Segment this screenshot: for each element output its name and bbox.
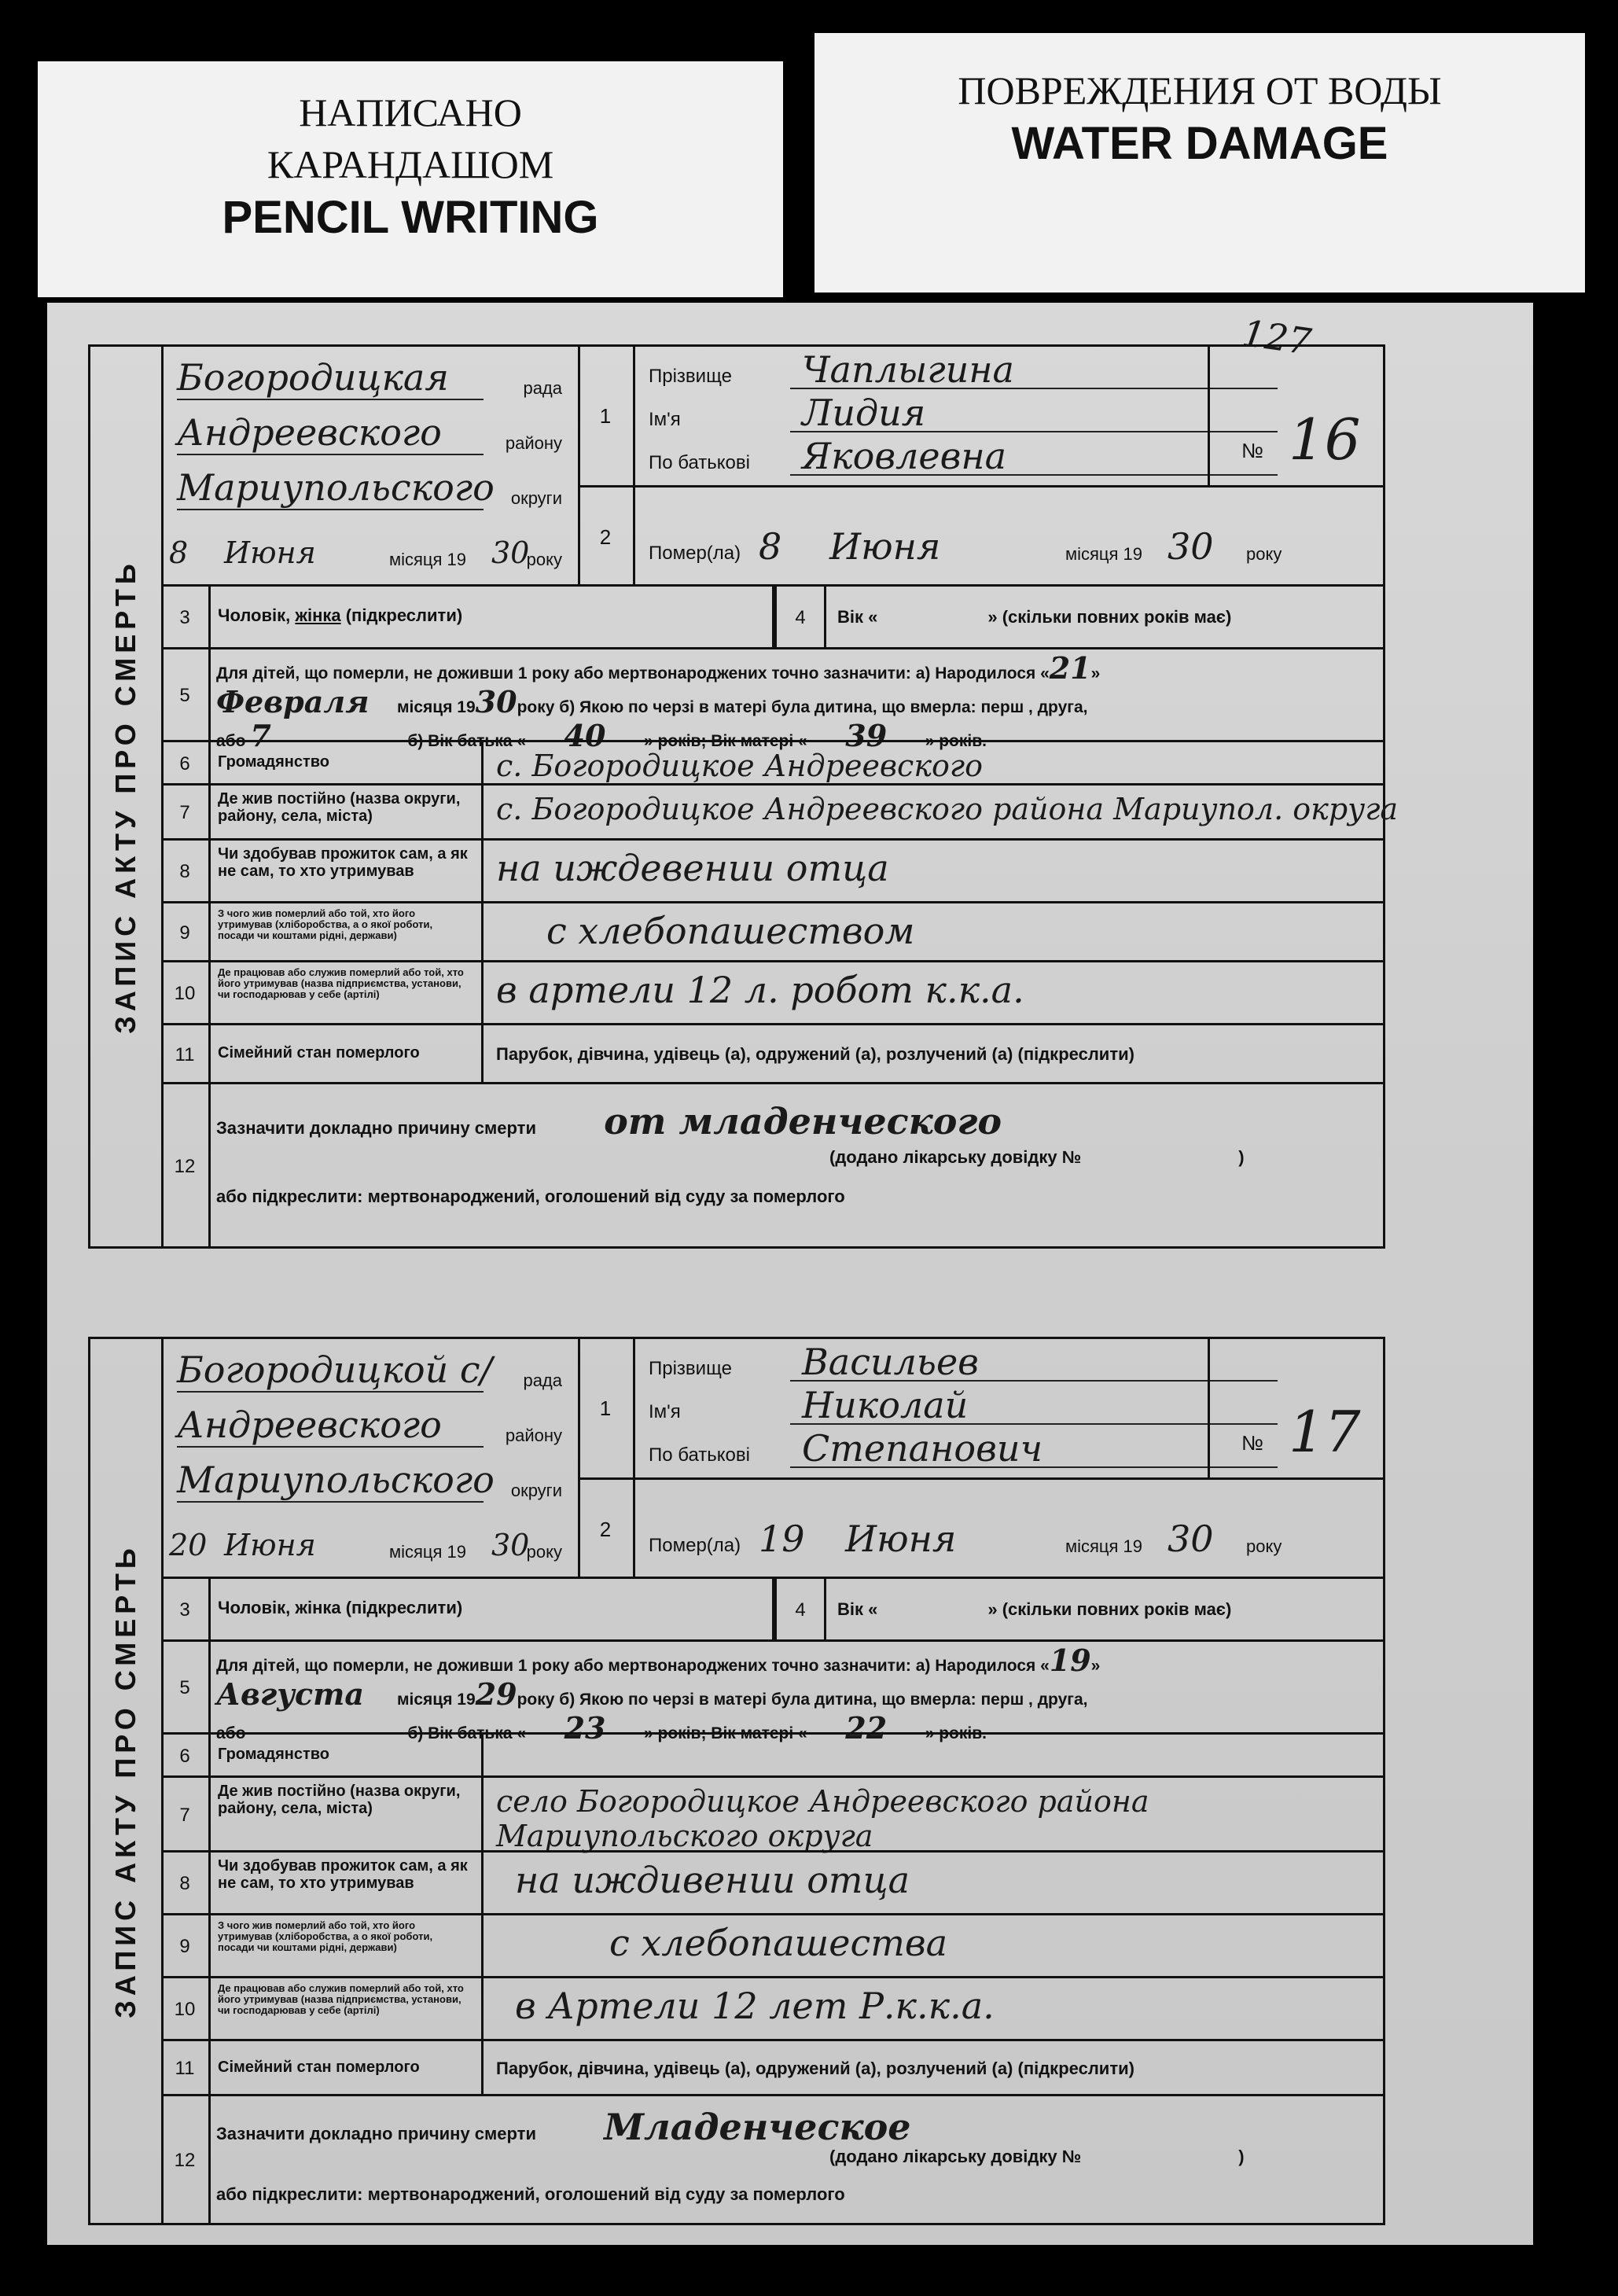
record-number-box [1208, 1339, 1383, 1480]
livelihood-value: на иждевении отца [496, 847, 889, 889]
row-work [161, 960, 1383, 1025]
mother-age: 22 [845, 1710, 888, 1746]
born-day: 19 [1049, 1643, 1091, 1678]
water-ru-line: ПОВРЕЖДЕНИЯ ОТ ВОДЫ [958, 68, 1442, 112]
record-number: 17 [1289, 1399, 1361, 1465]
surname-label: Прізвище [649, 1358, 732, 1379]
pencil-ru-line-1: НАПИСАНО [299, 90, 522, 134]
reg-day: 8 [169, 535, 189, 570]
infant-field: Для дітей, що померли, не доживши 1 року або мертвонароджених точно зазначити: а) Народилося «19» Августа місяця 1929року б) Якою по черзі в матері була дитина, що вмерла: перш , друга, або б) Вік батька « 23 » років; Вік матері « 22 » років. [216, 1643, 1101, 1746]
patronymic-label: По батькові [649, 1444, 750, 1466]
row-residence [161, 783, 1399, 841]
cause-value: от младенческого [604, 1100, 1002, 1142]
row-num-8: 8 [161, 841, 211, 903]
reg-year: 30 [491, 535, 530, 570]
row-num-4: 4 [774, 587, 826, 649]
place-block [161, 1339, 580, 1577]
row-num-6: 6 [161, 742, 211, 786]
sex-field: Чоловік, жінка (підкреслити) [208, 1579, 774, 1642]
livelihood-label: Чи здобував прожиток сам, а як не сам, то хто утримував [208, 1853, 484, 1915]
surname-label: Прізвище [649, 366, 732, 387]
reg-day: 20 [169, 1528, 208, 1562]
water-en-line: WATER DAMAGE [1011, 118, 1388, 169]
pencil-ru-line-2: КАРАНДАШОМ [267, 142, 554, 186]
marital-label: Сімейний стан померлого [208, 1025, 484, 1084]
row-num-6: 6 [161, 1735, 211, 1778]
row-num-1: 1 [578, 347, 635, 485]
rada-label: рада [523, 1371, 562, 1390]
row-livelihood [161, 838, 1383, 903]
died-label: Помер(ла) [649, 543, 741, 564]
page-serial-number: 127 [1239, 311, 1315, 363]
mother-age: 39 [845, 718, 888, 753]
died-month: Июня [829, 525, 941, 568]
livelihood-value: на иждивении отца [515, 1859, 910, 1901]
residence-label: Де жив постійно (назва округи, району, села, міста) [208, 1778, 484, 1853]
row-num-3: 3 [161, 587, 211, 649]
number-sign: № [1241, 1431, 1263, 1455]
okrug-label: округи [510, 488, 562, 508]
citizenship-value: с. Богородицкое Андреевского [496, 749, 983, 783]
record-side-title: ЗАПИС АКТУ ПРО СМЕРТЬ [90, 347, 164, 1246]
citizenship-label: Громадянство [208, 742, 484, 786]
citizenship-label: Громадянство [208, 1735, 484, 1778]
cause-value: Младенческое [604, 2106, 911, 2148]
row-num-12: 12 [161, 1084, 211, 1249]
water-damage-card [815, 33, 1585, 293]
died-month-label: місяця 19 [1065, 544, 1143, 564]
row-livelihood [161, 1850, 1383, 1915]
died-label: Помер(ла) [649, 1535, 741, 1556]
surname-value: Чаплыгина [802, 348, 1014, 391]
patronymic-label: По батькові [649, 452, 750, 473]
row-num-12: 12 [161, 2096, 211, 2225]
marital-options: Парубок, дівчина, удівець (а), одружений (а), розлучений (а) (підкреслити) [496, 2059, 1134, 2078]
death-record-17 [88, 1337, 1385, 2225]
row-num-1: 1 [578, 1339, 635, 1477]
row-cause [161, 1082, 1383, 1249]
name-label: Ім'я [649, 1401, 681, 1422]
father-age: 40 [564, 718, 606, 753]
row-marital [161, 2039, 1383, 2096]
raion-value: Андреевского [177, 411, 442, 454]
reg-year-label: року [526, 1542, 562, 1562]
person-block [633, 1339, 1383, 1577]
source-value: с хлебопашеством [546, 910, 915, 952]
surname-value: Васильев [802, 1341, 979, 1383]
death-record-16 [88, 344, 1399, 1249]
residence-label: Де жив постійно (назва округи, району, села, міста) [208, 786, 484, 841]
residence-value: с. Богородицкое Андреевского района Мариупол. округа [496, 792, 1399, 826]
infant-field: Для дітей, що померли, не доживши 1 року або мертвонароджених точно зазначити: а) Народилося «21» Февраля місяця 1930року б) Якою по черзі в матері була дитина, що вмерла: перш , друга, або 7 б) Вік батька « 40 » років; Вік матері « 39 » років. [216, 650, 1101, 753]
row-sex-age [161, 1577, 1383, 1642]
name-value: Лидия [802, 392, 926, 434]
row-marital [161, 1023, 1383, 1084]
row-infant [161, 1639, 1383, 1746]
number-sign: № [1241, 439, 1263, 462]
row-infant [161, 647, 1383, 753]
died-day: 8 [759, 525, 782, 568]
sex-field: Чоловік, жінка (підкреслити) [208, 587, 774, 649]
place-block [161, 347, 580, 584]
source-value: с хлебопашества [609, 1922, 948, 1964]
born-month: Августа [216, 1676, 364, 1712]
raion-value: Андреевского [177, 1404, 442, 1446]
birth-order: 7 [250, 718, 271, 753]
row-residence [161, 1775, 1383, 1853]
row-num-7: 7 [161, 1778, 211, 1853]
row-num-3: 3 [161, 1579, 211, 1642]
village-value: Богородицкая [177, 356, 449, 399]
pencil-en-line: PENCIL WRITING [222, 192, 599, 243]
marital-options: Парубок, дівчина, удівець (а), одружений (а), розлучений (а) (підкреслити) [496, 1044, 1134, 1064]
row-source [161, 901, 1383, 962]
reg-month: Июня [224, 1528, 316, 1562]
born-month: Февраля [216, 684, 370, 719]
source-label: З чого жив померлий або той, хто його утримував (хліборобства, а о якої роботи, посади чи коштами рідні, держави) [208, 1915, 484, 1978]
person-block [633, 347, 1383, 584]
okrug-value: Мариупольского [177, 1459, 495, 1501]
row-num-9: 9 [161, 903, 211, 962]
reg-month: Июня [224, 535, 316, 570]
row-cause [161, 2094, 1383, 2225]
father-age: 23 [564, 1710, 606, 1746]
row-citizenship [161, 1732, 1383, 1778]
row-num-5: 5 [161, 649, 211, 742]
record-side-title: ЗАПИС АКТУ ПРО СМЕРТЬ [90, 1339, 164, 2223]
age-field: Вік « » (скільки повних років має) [837, 1599, 1232, 1619]
patronymic-value: Степанович [802, 1427, 1043, 1470]
cause-field: Зазначити докладно причину смерти от младенческого [216, 1100, 1002, 1142]
work-value: в Артели 12 лет Р.к.к.а. [515, 1985, 995, 2027]
born-day: 21 [1049, 650, 1091, 686]
row-citizenship [161, 740, 1383, 786]
residence-value: село Богородицкое Андреевского района Мариупольского округа [496, 1784, 1149, 1853]
row-source [161, 1913, 1383, 1978]
row-num-8: 8 [161, 1853, 211, 1915]
row-num-11: 11 [161, 2041, 211, 2096]
reg-year: 30 [491, 1528, 530, 1562]
died-month-label: місяця 19 [1065, 1536, 1143, 1556]
died-day: 19 [759, 1518, 805, 1560]
row-num-10: 10 [161, 962, 211, 1025]
died-year-label: року [1246, 544, 1282, 564]
reg-month-label: місяця 19 [389, 1542, 467, 1562]
died-year: 30 [1168, 1518, 1214, 1560]
patronymic-value: Яковлевна [802, 435, 1007, 477]
reg-month-label: місяця 19 [389, 550, 467, 569]
row-sex-age [161, 584, 1383, 649]
died-year: 30 [1168, 525, 1214, 568]
born-year: 29 [475, 1676, 517, 1712]
name-value: Николай [802, 1384, 969, 1426]
raion-label: району [505, 433, 562, 453]
livelihood-label: Чи здобував прожиток сам, а як не сам, то хто утримував [208, 841, 484, 903]
name-label: Ім'я [649, 409, 681, 430]
village-value: Богородицкой с/ [177, 1349, 493, 1391]
row-num-5: 5 [161, 1642, 211, 1735]
raion-label: району [505, 1426, 562, 1445]
okrug-label: округи [510, 1481, 562, 1500]
work-label: Де працював або служив померлий або той, хто його утримував (назва підприємства, установи, чи господарював у себе (артілі) [208, 962, 484, 1025]
source-label: З чого жив померлий або той, хто його утримував (хліборобства, а о якої роботи, посади чи коштами рідні, держави) [208, 903, 484, 962]
reg-year-label: року [526, 550, 562, 569]
record-number: 16 [1289, 407, 1361, 473]
work-value: в артели 12 л. робот к.к.а. [496, 969, 1024, 1011]
rada-label: рада [523, 378, 562, 398]
died-month: Июня [845, 1518, 957, 1560]
born-year: 30 [475, 684, 517, 719]
died-year-label: року [1246, 1536, 1282, 1556]
cert-field: (додано лікарську довідку № ) [829, 2147, 1245, 2166]
row-num-2: 2 [578, 485, 635, 587]
okrug-value: Мариупольского [177, 466, 495, 509]
age-field: Вік « » (скільки повних років має) [837, 607, 1232, 627]
cert-field: (додано лікарську довідку № ) [829, 1147, 1245, 1167]
row-num-4: 4 [774, 1579, 826, 1642]
row-num-11: 11 [161, 1025, 211, 1084]
alt-field: або підкреслити: мертвонароджений, оголошений від суду за померлого [216, 2184, 845, 2204]
marital-label: Сімейний стан померлого [208, 2041, 484, 2096]
alt-field: або підкреслити: мертвонароджений, оголошений від суду за померлого [216, 1187, 845, 1206]
row-num-9: 9 [161, 1915, 211, 1978]
row-num-2: 2 [578, 1477, 635, 1579]
record-number-box [1208, 347, 1383, 488]
work-label: Де працював або служив померлий або той, хто його утримував (назва підприємства, установи, чи господарював у себе (артілі) [208, 1978, 484, 2041]
pencil-writing-card [38, 61, 783, 297]
row-work [161, 1976, 1383, 2041]
cause-field: Зазначити докладно причину смерти Младенческое [216, 2106, 911, 2148]
row-num-10: 10 [161, 1978, 211, 2041]
row-num-7: 7 [161, 786, 211, 841]
